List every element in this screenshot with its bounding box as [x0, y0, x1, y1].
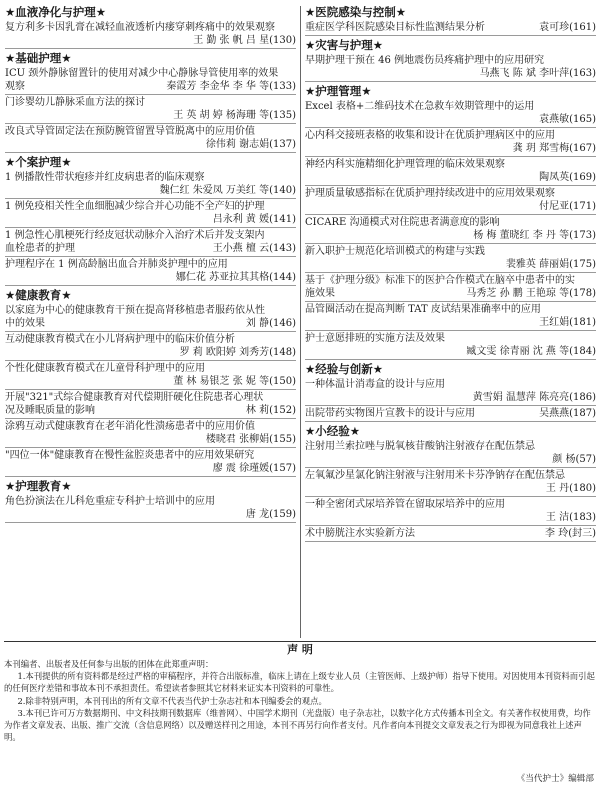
- entry-title: 互动健康教育模式在小儿肾病护理中的临床价值分析: [5, 334, 235, 345]
- entry-authors: 王红娟(181): [305, 316, 596, 331]
- entry-authors: 裴雅英 薛丽娟(175): [305, 258, 596, 273]
- toc-entry: [5, 362, 296, 390]
- section-heading: ★灾害与护理★: [305, 38, 384, 52]
- entry-authors: 马燕飞 陈 斌 李叶萍(163): [305, 67, 596, 82]
- entry-authors: 林 莉(152): [245, 405, 296, 416]
- notice-item-2: 2.除非特别声明，本刊刊出的所有文章不代表当代护士杂志社和本刊编委会的观点。: [17, 695, 327, 706]
- entry-title: 出院带药实物图片宣教卡的设计与应用: [305, 408, 475, 419]
- entry-authors: 吴燕燕(187): [539, 408, 596, 419]
- entry-title: 复方利多卡因乳膏在减轻血液透析内瘘穿刺疼痛中的效果观察: [5, 22, 275, 33]
- toc-entry: [5, 420, 296, 448]
- entry-authors: 王小燕 檀 云(143): [212, 243, 296, 254]
- entry-title: 护士意愿排班的实施方法及效果: [305, 333, 445, 344]
- toc-left-column: [5, 4, 296, 524]
- entry-title-continued: 中的效果: [5, 318, 45, 329]
- entry-authors: 王 勤 张 帆 吕 星(130): [5, 34, 296, 49]
- entry-authors: 杨 梅 董晓红 李 丹 等(173): [305, 229, 596, 244]
- entry-title: 心内科交接班表格的收集和设计在优质护理病区中的应用: [305, 130, 555, 141]
- section-heading: ★个案护理★: [5, 155, 72, 169]
- toc-entry: [5, 258, 296, 286]
- section-heading: ★护理管理★: [305, 84, 372, 98]
- entry-title: 护理质量敏感指标在优质护理持续改进中的应用效果观察: [305, 188, 555, 199]
- section-heading: ★小经验★: [305, 424, 361, 438]
- notice-intro: 本刊编者、出版者及任何参与出版的团体在此郑重声明：: [4, 659, 214, 669]
- notice-body: [4, 658, 596, 743]
- entry-title: 改良式导管固定法在预防腕管留置导管脱离中的应用价值: [5, 126, 255, 137]
- section-heading: ★基础护理★: [5, 51, 72, 65]
- toc-entry: [5, 333, 296, 361]
- toc-entry: [305, 187, 596, 215]
- toc-entry: [5, 21, 296, 49]
- entry-title: 基于《护理分级》标准下的医护合作模式在脑卒中患者中的实: [305, 275, 575, 286]
- toc-entry: [305, 440, 596, 468]
- toc-entry: [305, 498, 596, 526]
- entry-authors: 臧文雯 徐青丽 沈 燕 等(184): [305, 345, 596, 360]
- entry-row: [5, 404, 296, 419]
- toc-entry: [305, 21, 596, 36]
- entry-title-continued: 血栓患者的护理: [5, 243, 75, 254]
- entry-row: [5, 317, 296, 332]
- entry-authors: 王 洁(183): [305, 511, 596, 526]
- entry-authors: 付尼亚(171): [305, 200, 596, 215]
- entry-title-continued: 观察: [5, 81, 25, 92]
- entry-title: 新入职护士规范化培训模式的构建与实践: [305, 246, 485, 257]
- entry-authors: 娜仁花 苏亚拉其其格(144): [5, 271, 296, 286]
- entry-title: 注射用兰索拉唑与脱氧核苷酸钠注射液存在配伍禁忌: [305, 441, 535, 452]
- editorial-signature: 《当代护士》编辑部: [516, 774, 594, 784]
- notice-heading: 声 明: [4, 641, 596, 658]
- entry-authors: 秦霞芳 李金华 李 华 等(133): [166, 81, 296, 92]
- section-heading: ★健康教育★: [5, 288, 72, 302]
- entry-title: "四位一体"健康教育在慢性盆腔炎患者中的应用效果研究: [5, 450, 255, 461]
- entry-title: 角色扮演法在儿科危重症专科护士培训中的应用: [5, 496, 215, 507]
- toc-entry: [305, 303, 596, 331]
- entry-title: 神经内科实施精细化护理管理的临床效果观察: [305, 159, 505, 170]
- entry-title: 重症医学科医院感染目标性监测结果分析: [305, 22, 485, 33]
- entry-authors: 袁可珍(161): [539, 22, 596, 33]
- entry-title: 1 例播散性带状疱疹并红皮病患者的临床观察: [5, 172, 205, 183]
- toc-entry: [305, 378, 596, 406]
- toc-entry: [5, 495, 296, 523]
- toc-entry: [5, 125, 296, 153]
- entry-row: [5, 80, 296, 95]
- toc-entry: [305, 100, 596, 128]
- entry-title: 左氧氟沙星氯化钠注射液与注射用米卡芬净钠存在配伍禁忌: [305, 470, 565, 481]
- notice-item-1: 1.本刊提供的所有资料都是经过严格的审稿程序，并符合出版标准，临床上请在上级专业人员（主管医师、上级护师）指导下使用。对因使用本刊资料而引起的任何医疗差错和事故本刊不承担责任。希望读者参照其它材料来证实本刊资料的可靠性。: [4, 671, 595, 694]
- toc-entry: [305, 245, 596, 273]
- entry-authors: 罗 莉 欧阳婷 刘秀芳(148): [5, 346, 296, 361]
- entry-title: 1 例免疫相关性全血细胞减少综合并心功能不全产妇的护理: [5, 201, 265, 212]
- entry-title: 早期护理干预在 46 例地震伤员疼痛护理中的应用研究: [305, 55, 545, 66]
- toc-section: [305, 37, 596, 82]
- toc-entry: [305, 54, 596, 82]
- entry-authors: 黄雪娟 温慧萍 陈亮亮(186): [305, 391, 596, 406]
- column-divider: [300, 6, 301, 638]
- entry-title: 门诊婴幼儿静脉采血方法的探讨: [5, 97, 145, 108]
- entry-row: [305, 21, 596, 36]
- toc-section: [5, 154, 296, 286]
- entry-title: 术中膀胱注水实验新方法: [305, 528, 415, 539]
- table-of-contents: [5, 4, 595, 640]
- entry-authors: 陶凤英(169): [305, 171, 596, 186]
- entry-authors: 王 丹(180): [305, 482, 596, 497]
- entry-row: [305, 407, 596, 422]
- section-heading: ★血液净化与护理★: [5, 5, 107, 19]
- entry-title: 开展"321"式综合健康教育对代偿期肝硬化住院患者心理状: [5, 392, 264, 403]
- notice-block: [4, 641, 596, 743]
- entry-title: 个性化健康教育模式在儿童骨科护理中的应用: [5, 363, 205, 374]
- entry-title: 一种体温计消毒盒的设计与应用: [305, 379, 445, 390]
- entry-authors: 魏仁红 朱爱凤 万美红 等(140): [5, 184, 296, 199]
- entry-authors: 刘 静(146): [245, 318, 296, 329]
- entry-title-continued: 施效果: [305, 288, 335, 299]
- section-heading: ★经验与创新★: [305, 362, 384, 376]
- entry-authors: 颜 杨(57): [305, 453, 596, 468]
- toc-entry: [305, 158, 596, 186]
- entry-authors: 吕永利 黄 媛(141): [5, 213, 296, 228]
- entry-title-continued: 况及睡眠质量的影响: [5, 405, 95, 416]
- entry-authors: 楼晓君 张柳娟(155): [5, 433, 296, 448]
- entry-row: [305, 287, 596, 302]
- entry-authors: 龚 玥 郑雪梅(167): [305, 142, 596, 157]
- entry-title: 品管圈活动在提高判断 TAT 皮试结果准确率中的应用: [305, 304, 541, 315]
- toc-section: [5, 4, 296, 49]
- toc-section: [305, 4, 596, 36]
- toc-section: [305, 83, 596, 360]
- section-heading: ★护理教育★: [5, 479, 72, 493]
- toc-entry: [305, 274, 596, 302]
- entry-title: 以家庭为中心的健康教育干预在提高肾移植患者服药依从性: [5, 305, 265, 316]
- toc-section: [5, 478, 296, 523]
- toc-entry: [5, 171, 296, 199]
- toc-entry: [5, 449, 296, 477]
- toc-section: [5, 50, 296, 153]
- toc-entry: [5, 67, 296, 95]
- toc-entry: [5, 391, 296, 419]
- toc-entry: [305, 216, 596, 244]
- entry-title: ICU 颈外静脉留置针的使用对减少中心静脉导管使用率的效果: [5, 68, 279, 79]
- entry-title: 一种全密闭式尿培养管在留取尿培养中的应用: [305, 499, 505, 510]
- entry-authors: 唐 龙(159): [5, 508, 296, 523]
- entry-authors: 徐伟莉 谢志娟(137): [5, 138, 296, 153]
- toc-entry: [305, 332, 596, 360]
- entry-row: [305, 527, 596, 542]
- toc-entry: [5, 200, 296, 228]
- section-heading: ★医院感染与控制★: [305, 5, 407, 19]
- toc-entry: [305, 469, 596, 497]
- entry-row: [5, 242, 296, 257]
- entry-authors: 王 英 胡 婷 杨海珊 等(135): [5, 109, 296, 124]
- toc-section: [305, 423, 596, 542]
- toc-entry: [5, 304, 296, 332]
- toc-entry: [5, 229, 296, 257]
- toc-entry: [305, 129, 596, 157]
- entry-authors: 李 玲(封三): [545, 528, 596, 539]
- toc-section: [305, 361, 596, 422]
- entry-authors: 廖 震 徐瑾媛(157): [5, 462, 296, 477]
- entry-title: 护理程序在 1 例高龄脑出血合并肺炎护理中的应用: [5, 259, 228, 270]
- toc-entry: [305, 527, 596, 542]
- entry-title: 涂鸦互动式健康教育在老年消化性溃疡患者中的应用价值: [5, 421, 255, 432]
- entry-title: 1 例急性心肌梗死行经皮冠状动脉介入治疗术后并发支架内: [5, 230, 265, 241]
- toc-entry: [305, 407, 596, 422]
- entry-title: CICARE 沟通模式对住院患者满意度的影响: [305, 217, 500, 228]
- toc-section: [5, 287, 296, 477]
- entry-authors: 袁燕敏(165): [305, 113, 596, 128]
- toc-right-column: [305, 4, 596, 543]
- notice-item-3: 3.本刊已许可万方数据期刊、中文科技期刊数据库（维普网）、中国学术期刊（光盘版）电子杂志社，以数字化方式传播本刊全文。有关著作权使用费，均作为作者文章发表、出版、推广交流（含信息网络）以及赠送样刊之用途，本刊不再另行向作者支付。凡作者向本刊提交文章发表之行为即视为同意我社上述声明。: [4, 707, 591, 743]
- entry-title: Excel 表格+二维码技术在急救车效期管理中的运用: [305, 101, 535, 112]
- toc-entry: [5, 96, 296, 124]
- entry-authors: 马秀芝 孙 鹏 王艳琼 等(178): [466, 288, 596, 299]
- entry-authors: 董 林 易银芝 张 妮 等(150): [5, 375, 296, 390]
